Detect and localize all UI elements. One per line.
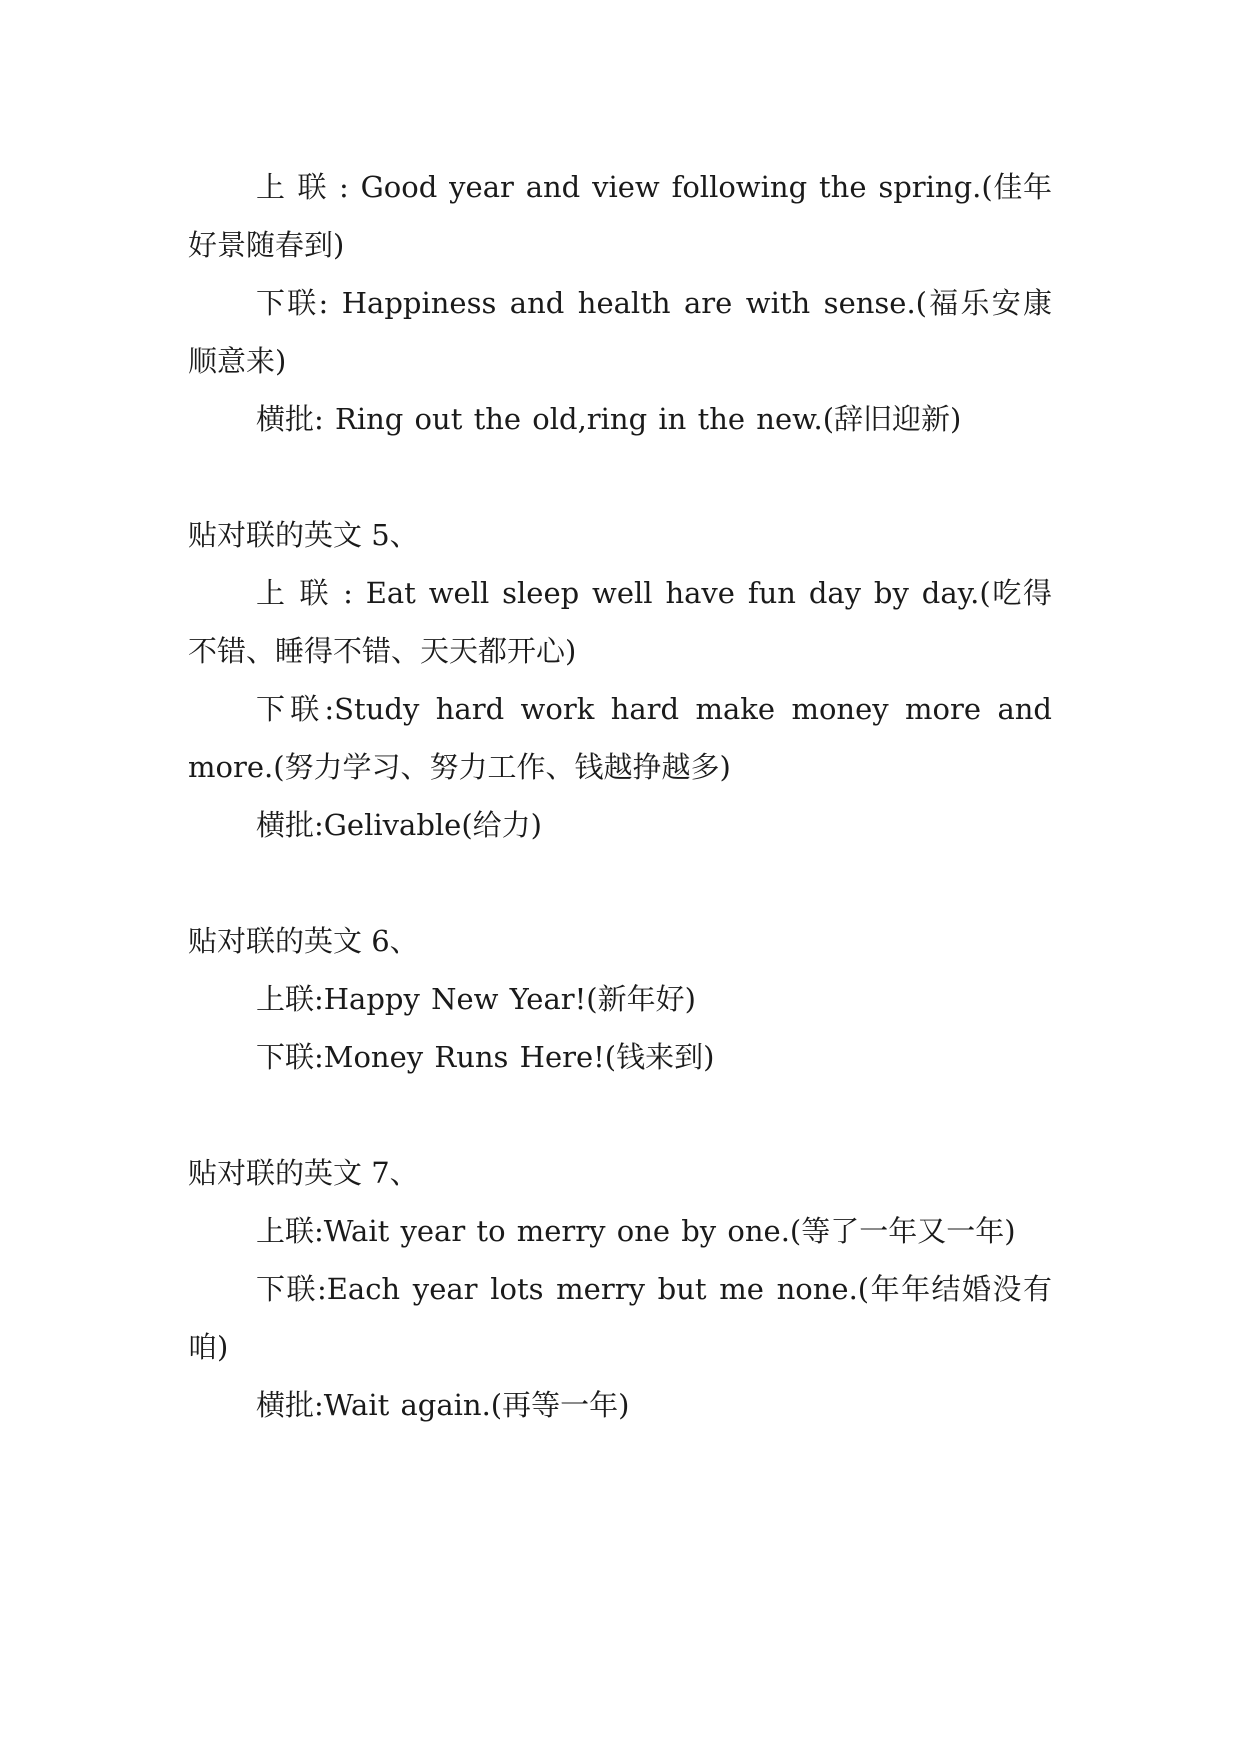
couplet-upper-line: 上 联 : Eat well sleep well have fun day by day.(吃得不错、睡得不错、天天都开心): [188, 576, 1052, 668]
couplet-upper-line: 上 联 : Good year and view following the spring.(佳年好景随春到): [188, 170, 1052, 262]
spacer: [188, 448, 1052, 506]
couplet-upper-line: 上联:Wait year to merry one by one.(等了一年又一年): [256, 1214, 1016, 1248]
couplet-lower-line: 下联:Money Runs Here!(钱来到): [256, 1040, 715, 1074]
section-heading-5: 贴对联的英文 5、: [188, 518, 419, 552]
couplet-lower-line: 下联: Happiness and health are with sense.(福乐安康顺意来): [188, 286, 1052, 378]
spacer: [188, 1086, 1052, 1144]
couplet-lower-line: 下联:Each year lots merry but me none.(年年结婚没有咱): [188, 1272, 1052, 1364]
document-body: [188, 158, 1052, 1434]
section-heading-7: 贴对联的英文 7、: [188, 1156, 419, 1190]
couplet-lower-line: 下联:Study hard work hard make money more and more.(努力学习、努力工作、钱越挣越多): [188, 692, 1052, 784]
section-heading-6: 贴对联的英文 6、: [188, 924, 419, 958]
spacer: [188, 854, 1052, 912]
couplet-horizontal-scroll: 横批:Wait again.(再等一年): [256, 1388, 630, 1422]
couplet-horizontal-scroll: 横批: Ring out the old,ring in the new.(辞旧迎新): [256, 402, 962, 436]
couplet-horizontal-scroll: 横批:Gelivable(给力): [256, 808, 542, 842]
couplet-upper-line: 上联:Happy New Year!(新年好): [256, 982, 696, 1016]
